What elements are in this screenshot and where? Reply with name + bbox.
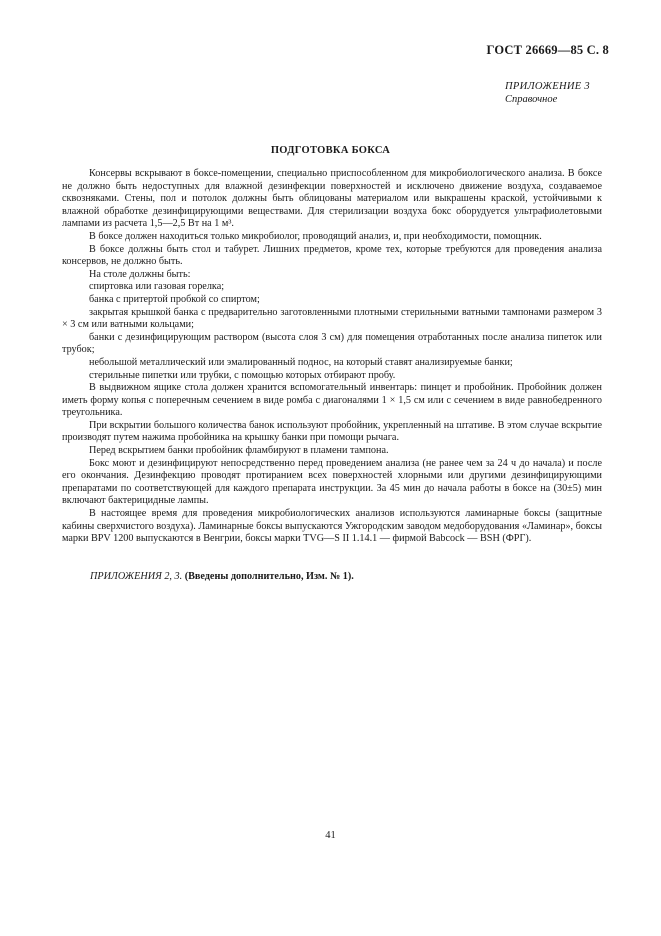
paragraph: В боксе должен находиться только микробиолог, проводящий анализ, и, при необходимости, помощник.	[89, 230, 542, 242]
list-item: закрытая крышкой банка с предварительно заготовленными плотными стерильными ватными тампонами размером 3 × 3 см или ватными кольцами;	[62, 306, 602, 331]
amendment-reference: ПРИЛОЖЕНИЯ 2, 3.	[90, 571, 183, 582]
appendix-number: ПРИЛОЖЕНИЕ 3	[505, 81, 590, 92]
list-item: спиртовка или газовая горелка;	[89, 281, 225, 293]
paragraph: Консервы вскрывают в боксе-помещении, специально приспособленном для микробиологического анализа. В боксе не должно быть недоступных для влажной дезинфекции поверхностей и исключено движение воздуха, создаваемое сквозняками. Стены, пол и потолок должны быть облицованы материалом или выкрашены краской, устойчивыми к влажной обработке дезинфицирующими веществами. Для стерилизации воздуха бокс оборудуется ультрафиолетовыми лампами из расчета 1,5—2,5 Вт на 1 м³.	[62, 168, 602, 230]
body-text	[62, 168, 602, 546]
list-item: стерильные пипетки или трубки, с помощью которых отбирают пробу.	[89, 369, 396, 381]
paragraph: При вскрытии большого количества банок используют пробойник, укрепленный на штативе. В этом случае вскрытие производят путем нажима пробойника на крышку банки при помощи рычага.	[62, 419, 602, 444]
page-number: 41	[325, 830, 336, 841]
paragraph: В настоящее время для проведения микробиологических анализов используются ламинарные боксы (защитные кабины сверхчистого воздуха). Ламинарные боксы выпускаются Ужгородским заводом медоборудования «Ламинар», боксы марки BPV 1200 выпускаются в Венгрии, боксы марки TVG—S II 1.14.1 — фирмой Babcock — BSH (ФРГ).	[62, 508, 602, 545]
list-item: небольшой металлический или эмалированный поднос, на который ставят анализируемые банки;	[89, 356, 513, 368]
paragraph: В выдвижном ящике стола должен хранится вспомогательный инвентарь: пинцет и пробойник. Пробойник должен иметь форму копья с поперечным сечением в виде ромба с диагоналями 1 × 1,5 см или с сечением в виде равнобедренного треугольника.	[62, 382, 602, 419]
amendment-text: (Введены дополнительно, Изм. № 1).	[184, 571, 354, 582]
list-item: банка с притертой пробкой со спиртом;	[89, 293, 260, 305]
section-title: ПОДГОТОВКА БОКСА	[270, 145, 391, 156]
paragraph: Перед вскрытием банки пробойник фламбируют в пламени тампона.	[89, 445, 389, 457]
list-item: банки с дезинфицирующим раствором (высота слоя 3 см) для помещения отработанных после анализа пипеток или трубок;	[62, 331, 602, 356]
amendment-note	[90, 571, 354, 582]
appendix-kind: Справочное	[505, 94, 558, 105]
paragraph: Бокс моют и дезинфицируют непосредственно перед проведением анализа (не ранее чем за 24 ч до начала) и после его окончания. Дезинфекцию проводят протиранием всех поверхностей хлорными или другими дезинфицирующими препаратами по соответствующей для каждого препарата инструкции. За 45 мин до начала работы в боксе на (30±5) мин включают бактерицидные лампы.	[62, 457, 602, 507]
paragraph: В боксе должны быть стол и табурет. Лишних предметов, кроме тех, которые требуются для проведения анализа консервов, не должно быть.	[62, 243, 602, 268]
paragraph: На столе должны быть:	[89, 268, 191, 280]
appendix-label	[505, 80, 590, 106]
standard-code: ГОСТ 26669—85 С. 8	[486, 43, 609, 57]
